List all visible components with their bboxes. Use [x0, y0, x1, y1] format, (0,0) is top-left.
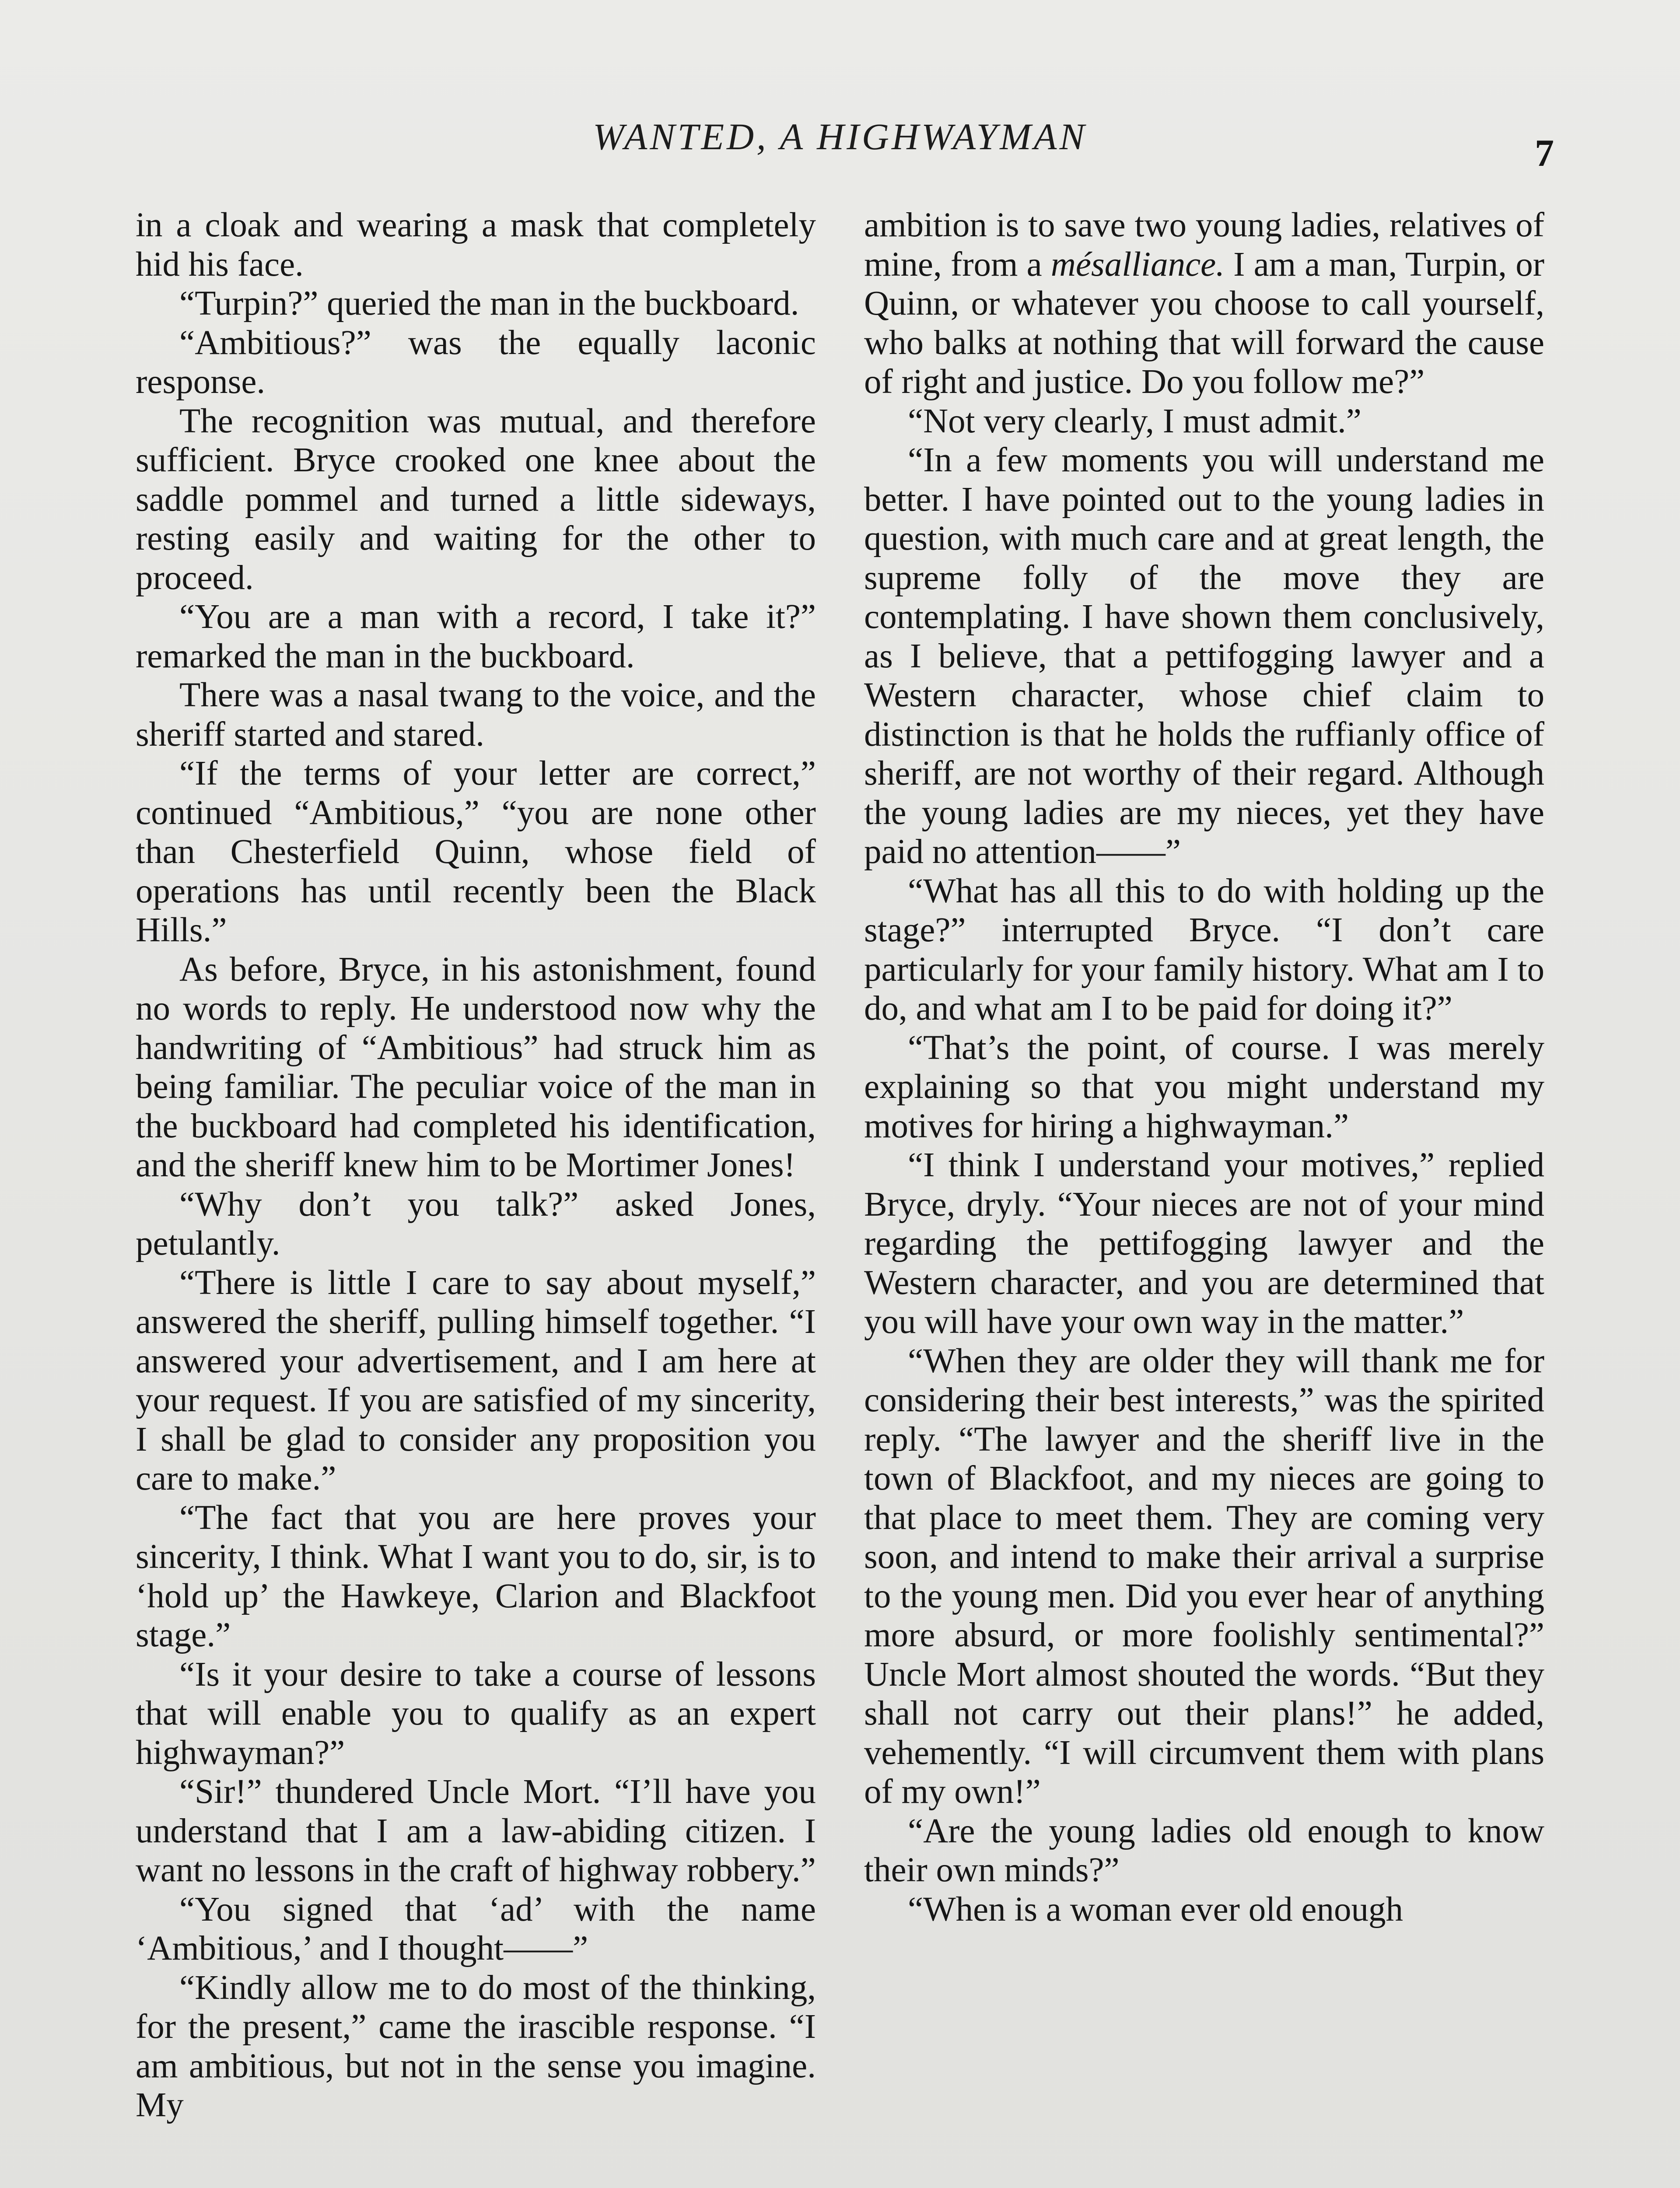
paragraph: “The fact that you are here proves your sincerity, I think. What I want you to do, sir, is to ‘hold up’ the Hawkeye, Clarion and Blackfoot stage.” — [136, 1498, 816, 1654]
paragraph: “Not very clearly, I must admit.” — [908, 402, 1362, 440]
paragraph: “In a few moments you will understand me better. I have pointed out to the young ladies in question, with much care and at great length, the supreme folly of the move they are contemplating. I have shown them conclusively, as I believe, that a pettifogging lawyer and a Western character, whose chief claim to distinction is that he holds the ruffianly office of sheriff, are not worthy of their regard. Although the young ladies are my nieces, yet they have paid no attention——” — [864, 441, 1544, 871]
paragraph: “You are a man with a record, I take it?” remarked the man in the buckboard. — [136, 598, 816, 675]
text-column-left — [136, 206, 816, 2125]
paragraph: “When is a woman ever old enough — [908, 1890, 1403, 1929]
page-number: 7 — [1535, 132, 1554, 175]
paragraph: “Why don’t you talk?” asked Jones, petulantly. — [136, 1185, 816, 1262]
paragraph: “That’s the point, of course. I was merely explaining so that you might understand my motives for hiring a highwayman.” — [864, 1028, 1544, 1145]
paragraph: in a cloak and wearing a mask that completely hid his face. — [136, 206, 816, 284]
running-title: WANTED, A HIGHWAYMAN — [593, 116, 1087, 158]
paragraph: “I think I understand your motives,” replied Bryce, dryly. “Your nieces are not of your mind regarding the pettifogging lawyer and the Western character, and you are determined that you will have your own way in the matter.” — [864, 1146, 1544, 1341]
paragraph: “Are the young ladies old enough to know their own minds?” — [864, 1812, 1544, 1889]
paragraph: “Turpin?” queried the man in the buckboard. — [179, 284, 799, 323]
paragraph: “Ambitious?” was the equally laconic response. — [136, 323, 816, 401]
paragraph: “What has all this to do with holding up the stage?” interrupted Bryce. “I don’t care particularly for your family history. What am I to do, and what am I to be paid for doing it?” — [864, 872, 1544, 1027]
paragraph-text: ambition is to save two young ladies, relatives of mine, from a — [864, 206, 1544, 284]
paragraph: “You signed that ‘ad’ with the name ‘Ambitious,’ and I thought——” — [136, 1890, 816, 1967]
paragraph-text: I am a man, Turpin, or Quinn, or whatever you choose to call yourself, who balks at nothing that will forward the cause of right and justice. Do you follow me?” — [864, 245, 1544, 401]
paragraph: “Is it your desire to take a course of lessons that will enable you to qualify as an expert highwayman?” — [136, 1655, 816, 1772]
paragraph: “If the terms of your letter are correct,” continued “Ambitious,” “you are none other than Chesterfield Quinn, whose field of operations has until recently been the Black Hills.” — [136, 754, 816, 949]
paragraph: “Sir!” thundered Uncle Mort. “I’ll have you understand that I am a law-abiding citizen. I want no lessons in the craft of highway robbery.” — [136, 1773, 816, 1889]
paragraph — [864, 206, 1544, 402]
paragraph: As before, Bryce, in his astonishment, found no words to reply. He understood now why the handwriting of “Ambitious” had struck him as being familiar. The peculiar voice of the man in the buckboard had completed his identification, and the sheriff knew him to be Mortimer Jones! — [136, 950, 816, 1184]
paragraph: “Kindly allow me to do most of the thinking, for the present,” came the irascible response. “I am ambitious, but not in the sense you imagine. My — [136, 1968, 816, 2124]
italic-word: mésalliance. — [1050, 245, 1225, 284]
paragraph: There was a nasal twang to the voice, and the sheriff started and stared. — [136, 676, 816, 754]
paragraph: “When they are older they will thank me for considering their best interests,” was the spirited reply. “The lawyer and the sheriff live in the town of Blackfoot, and my nieces are going to that place to meet them. They are coming very soon, and intend to make their arrival a surprise to the young men. Did you ever hear of anything more absurd, or more foolishly sentimental?” Uncle Mort almost shouted the words. “But they shall not carry out their plans!” he added, vehemently. “I will circumvent them with plans of my own!” — [864, 1342, 1544, 1811]
paragraph: The recognition was mutual, and therefore sufficient. Bryce crooked one knee about the saddle pommel and turned a little sideways, resting easily and waiting for the other to proceed. — [136, 402, 816, 597]
paragraph: “There is little I care to say about myself,” answered the sheriff, pulling himself together. “I answered your advertisement, and I am here at your request. If you are satisfied of my sincerity, I shall be glad to consider any proposition you care to make.” — [136, 1263, 816, 1497]
text-column-right — [864, 206, 1544, 1929]
